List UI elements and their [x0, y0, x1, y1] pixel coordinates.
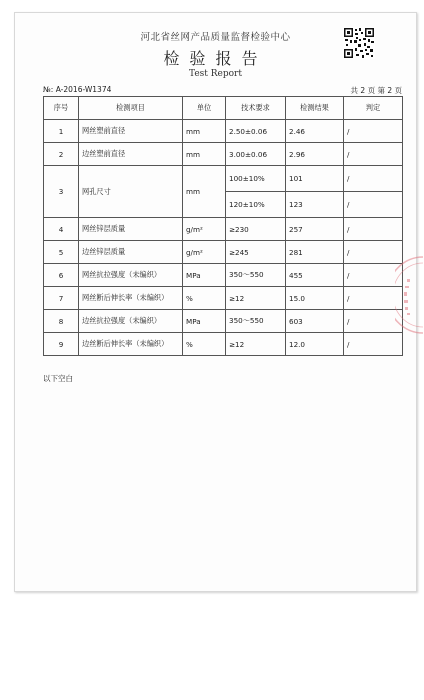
row-no: 6 [44, 264, 79, 287]
row-requirement: ≥245 [226, 241, 286, 264]
row-judgement: / [344, 241, 403, 264]
center-name: 河北省丝网产品质量监督检验中心 [140, 32, 291, 43]
document-page [14, 12, 417, 592]
row-requirement: 350～550 [226, 310, 286, 333]
row-result: 15.0 [286, 287, 344, 310]
row-item: 边丝断后伸长率（未编织） [79, 333, 183, 356]
row-judgement: / [344, 218, 403, 241]
row-no: 3 [44, 166, 79, 218]
row-result: 2.96 [286, 143, 344, 166]
red-seal-stamp [395, 255, 424, 335]
row-unit: % [183, 287, 226, 310]
row-judgement: / [344, 143, 403, 166]
row-no: 2 [44, 143, 79, 166]
row-unit: g/m² [183, 218, 226, 241]
row-item: 边丝锌层质量 [79, 241, 183, 264]
table-row [44, 333, 403, 356]
row-judgement: / [344, 166, 403, 192]
row-requirement: 350～550 [226, 264, 286, 287]
row-unit: % [183, 333, 226, 356]
row-judgement: / [344, 310, 403, 333]
row-judgement: / [344, 264, 403, 287]
row-requirement: 2.50±0.06 [226, 120, 286, 143]
header-no: 序号 [44, 97, 79, 120]
blank-below-note: 以下空白 [43, 374, 73, 383]
row-judgement: / [344, 120, 403, 143]
row-requirement: 120±10% [226, 192, 286, 218]
row-judgement: / [344, 333, 403, 356]
table-row [44, 287, 403, 310]
row-unit: mm [183, 166, 226, 218]
row-judgement: / [344, 192, 403, 218]
row-item: 网丝塑前直径 [79, 120, 183, 143]
row-judgement: / [344, 287, 403, 310]
row-item: 边丝塑前直径 [79, 143, 183, 166]
row-result: 12.0 [286, 333, 344, 356]
table-row [44, 264, 403, 287]
row-requirement: ≥12 [226, 333, 286, 356]
row-unit: mm [183, 143, 226, 166]
row-no: 7 [44, 287, 79, 310]
row-result: 281 [286, 241, 344, 264]
table-row [44, 166, 403, 192]
header-requirement: 技术要求 [226, 97, 286, 120]
results-table [43, 96, 403, 356]
table-row [44, 120, 403, 143]
qr-code-icon [343, 27, 375, 59]
row-result: 603 [286, 310, 344, 333]
header-result: 检测结果 [286, 97, 344, 120]
row-item: 网丝锌层质量 [79, 218, 183, 241]
row-result: 123 [286, 192, 344, 218]
row-result: 2.46 [286, 120, 344, 143]
table-row [44, 241, 403, 264]
row-unit: MPa [183, 310, 226, 333]
row-item: 网丝抗拉强度（未编织） [79, 264, 183, 287]
table-header-row [44, 97, 403, 120]
row-result: 455 [286, 264, 344, 287]
header-unit: 单位 [183, 97, 226, 120]
page-subtitle: Test Report [189, 69, 242, 79]
report-number: №: A-2016-W1374 [43, 85, 112, 94]
table-row [44, 310, 403, 333]
row-no: 8 [44, 310, 79, 333]
row-result: 101 [286, 166, 344, 192]
row-no: 5 [44, 241, 79, 264]
row-no: 4 [44, 218, 79, 241]
row-unit: MPa [183, 264, 226, 287]
table-row [44, 143, 403, 166]
row-unit: mm [183, 120, 226, 143]
row-item: 边丝抗拉强度（未编织） [79, 310, 183, 333]
row-requirement: 3.00±0.06 [226, 143, 286, 166]
row-requirement: ≥230 [226, 218, 286, 241]
row-result: 257 [286, 218, 344, 241]
row-item: 网孔尺寸 [79, 166, 183, 218]
header-item: 检测项目 [79, 97, 183, 120]
header-judgement: 判定 [344, 97, 403, 120]
row-unit: g/m² [183, 241, 226, 264]
row-item: 网丝断后伸长率（未编织） [79, 287, 183, 310]
page-count: 共 2 页 第 2 页 [350, 86, 402, 95]
table-row [44, 218, 403, 241]
row-requirement: ≥12 [226, 287, 286, 310]
row-no: 1 [44, 120, 79, 143]
row-no: 9 [44, 333, 79, 356]
row-requirement: 100±10% [226, 166, 286, 192]
page-title: 检验报告 [163, 49, 268, 68]
